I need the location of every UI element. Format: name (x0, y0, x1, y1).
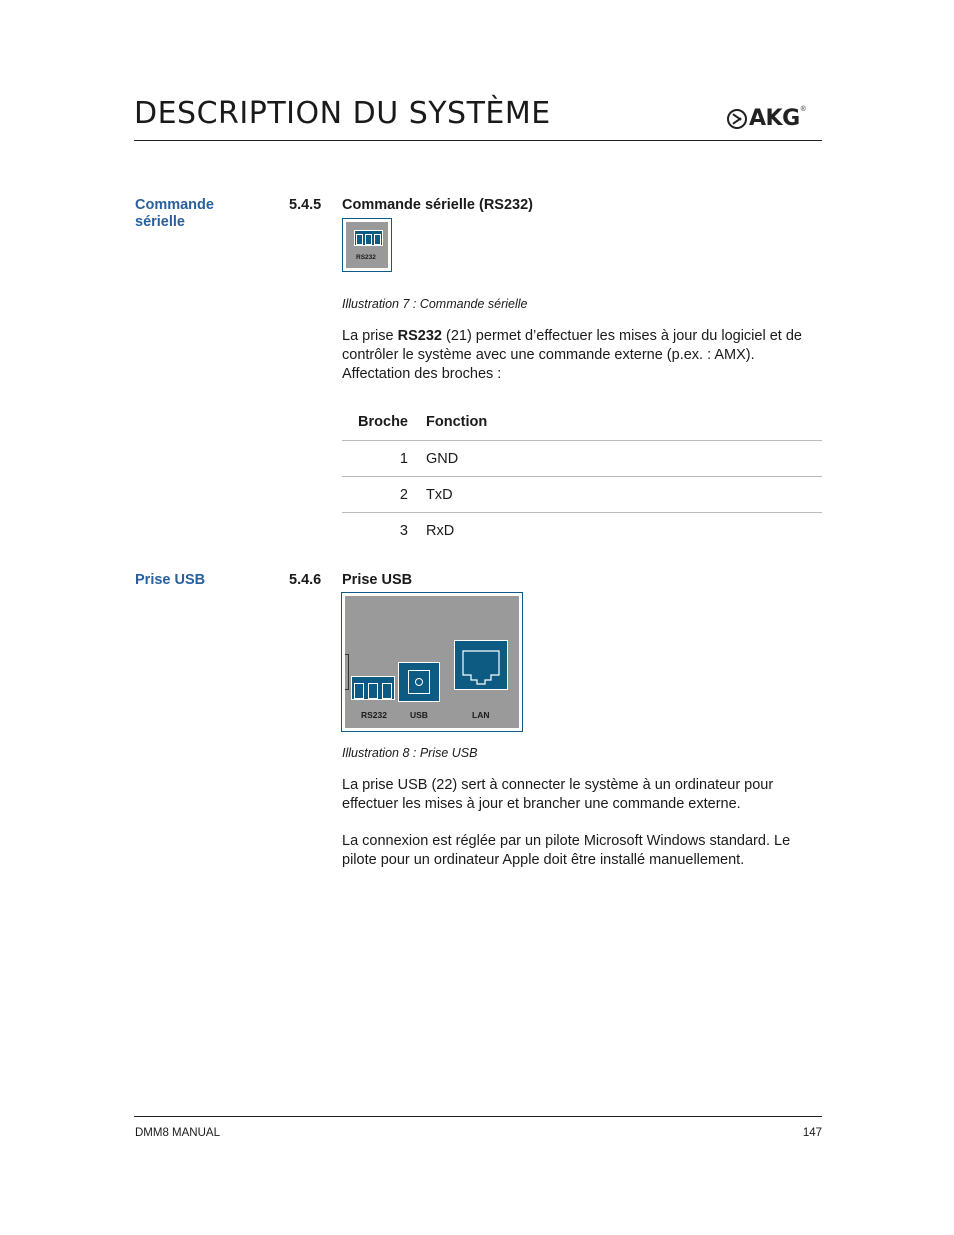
footer-divider (134, 1116, 822, 1117)
panel-background (345, 596, 519, 728)
function-cell: TxD (426, 486, 453, 503)
table-row (342, 477, 822, 513)
function-cell: GND (426, 450, 459, 467)
terminal-pin (356, 234, 363, 245)
pin-cell: 1 (399, 450, 408, 467)
rs232-label: RS232 (356, 254, 376, 261)
column-header: Fonction (426, 414, 488, 430)
side-label-line: Commande (135, 197, 214, 213)
rs232-label: RS232 (361, 710, 387, 720)
section-title: Commande sérielle (RS232) (342, 197, 533, 213)
terminal-pin (368, 683, 378, 699)
page-title: DESCRIPTION DU SYSTÈME (134, 96, 551, 131)
figure-caption: Illustration 7 : Commande sérielle (342, 297, 528, 311)
akg-logo (727, 106, 806, 131)
usb-port-dot (415, 678, 423, 686)
usb-label: USB (410, 710, 428, 720)
body-paragraph: La connexion est réglée par un pilote Microsoft Windows standard. Le pilote pour un ordinateur Apple doit être installé manuellement. (342, 833, 791, 868)
function-cell: RxD (426, 522, 455, 539)
para-text: La prise (342, 328, 398, 344)
rs232-terminal-icon (351, 676, 395, 700)
section-number: 5.4.6 (289, 572, 322, 588)
logo-text: AKG (749, 106, 800, 131)
column-header: Broche (358, 414, 408, 430)
side-label-serial (135, 197, 214, 231)
page-number: 147 (802, 1127, 822, 1139)
para-bold: RS232 (397, 328, 442, 344)
footer-manual-name: DMM8 MANUAL (135, 1127, 220, 1139)
header-divider (134, 140, 822, 141)
rs232-illustration (342, 218, 392, 272)
body-paragraph: La prise USB (22) sert à connecter le système à un ordinateur pour effectuer les mises à jour et brancher une commande externe. (342, 777, 774, 812)
registered-mark: ® (800, 106, 806, 113)
section-number: 5.4.5 (289, 197, 322, 213)
section-title: Prise USB (342, 572, 413, 588)
usb-illustration (341, 592, 523, 732)
terminal-pin (374, 234, 381, 245)
pin-cell: 2 (399, 486, 408, 503)
table-row (342, 441, 822, 477)
lan-socket-icon (455, 641, 507, 689)
lan-port-icon (454, 640, 508, 690)
panel-edge (345, 654, 349, 690)
side-label-line: sérielle (135, 214, 185, 230)
table-header (342, 404, 822, 441)
rs232-terminal-icon (354, 230, 383, 246)
pin-table (342, 404, 822, 548)
panel-background (346, 222, 388, 268)
pin-cell: 3 (399, 522, 408, 539)
lan-label: LAN (472, 710, 490, 720)
akg-logo-icon (727, 109, 747, 129)
table-row (342, 513, 822, 548)
terminal-pin (365, 234, 372, 245)
usb-port-icon (398, 662, 440, 702)
side-label-usb: Prise USB (135, 572, 206, 588)
para-text: (21) permet d’effectuer les mises à jour du logiciel et de contrôler le système avec une commande externe (p.ex. : AMX). Affectation des broches : (342, 328, 802, 382)
body-paragraph (342, 327, 824, 384)
terminal-pin (354, 683, 364, 699)
terminal-pin (382, 683, 392, 699)
figure-caption: Illustration 8 : Prise USB (342, 746, 478, 760)
